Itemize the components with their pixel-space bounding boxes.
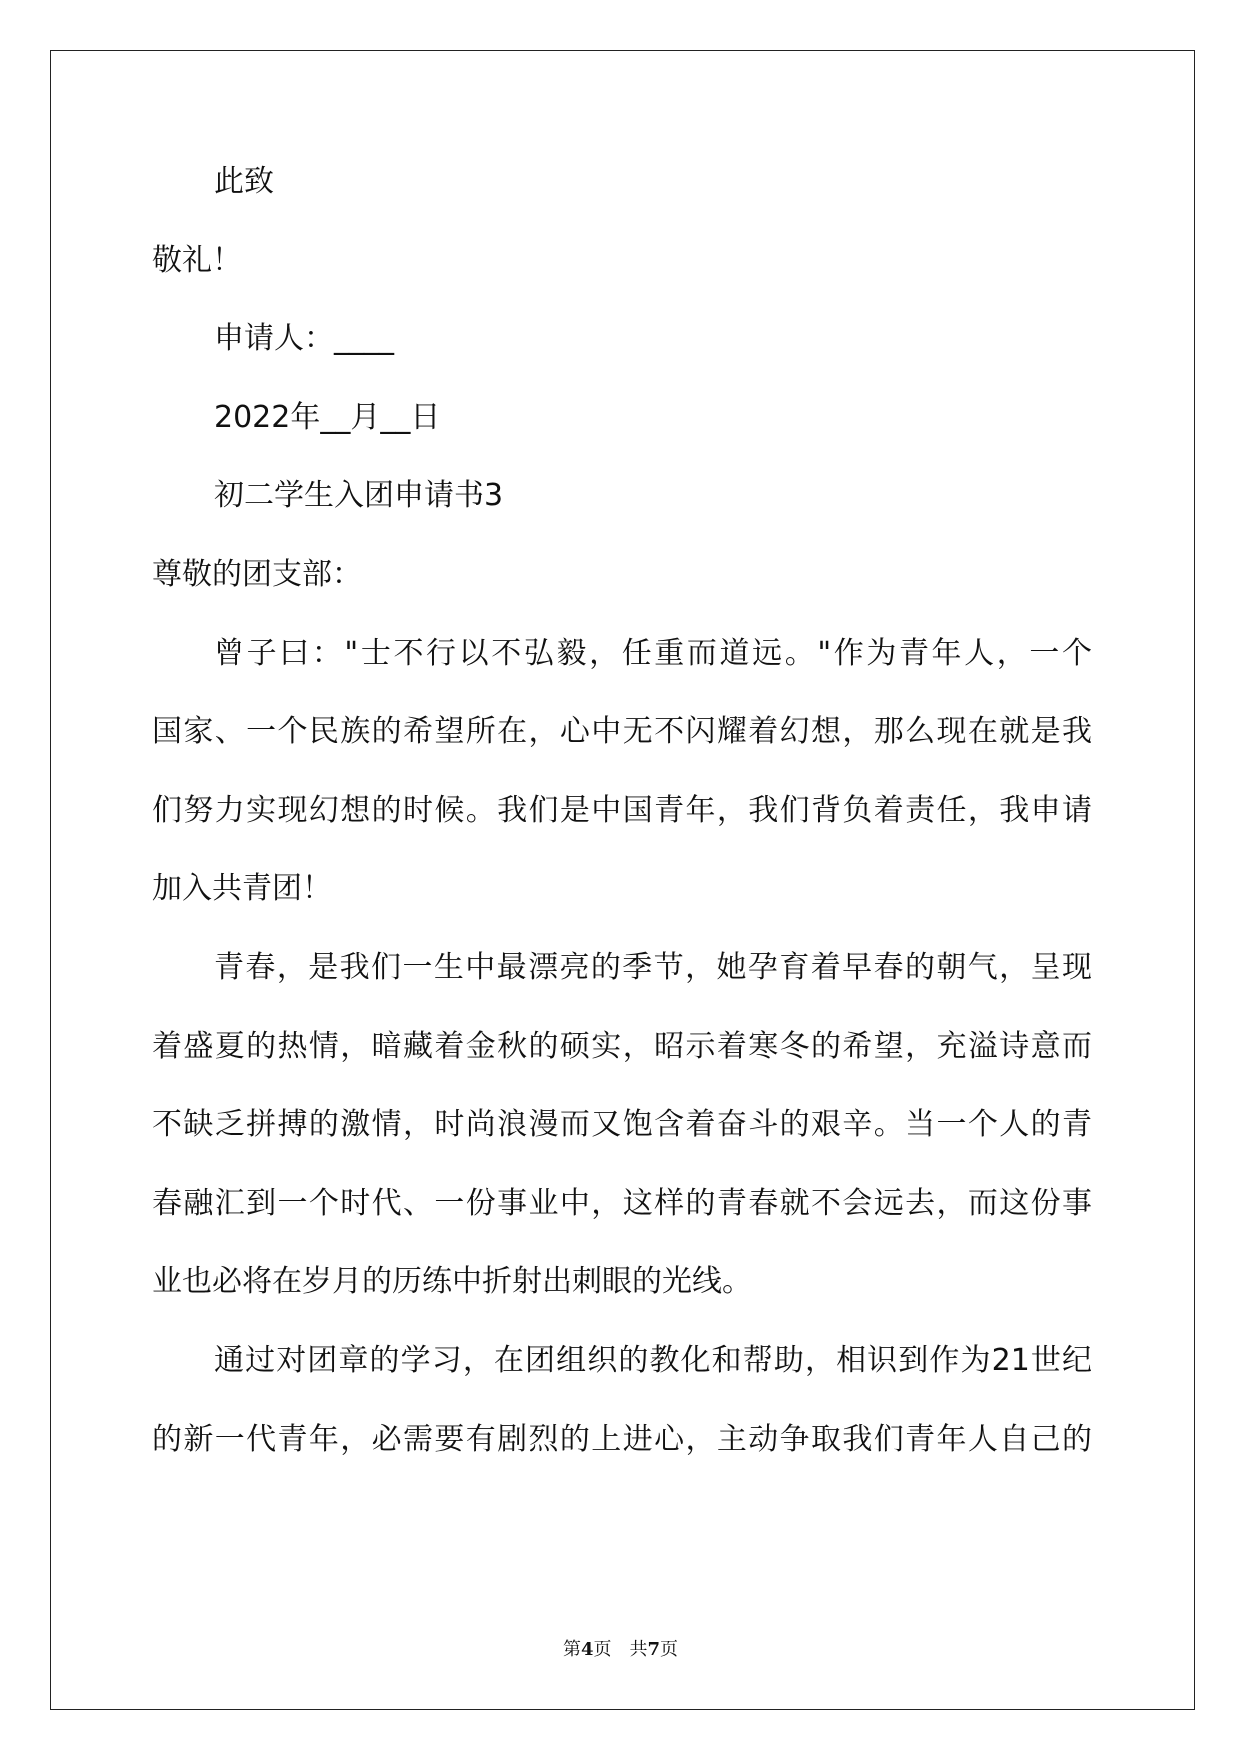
paragraph-line: 着盛夏的热情，暗藏着金秋的硕实，昭示着寒冬的希望，充溢诗意而 (152, 1028, 1092, 1064)
paragraph-line: 们努力实现幻想的时候。我们是中国青年，我们背负着责任，我申请 (152, 792, 1092, 828)
section-title: 初二学生入团申请书3 (214, 478, 504, 514)
page-footer (0, 1638, 1241, 1662)
current-page-number: 4 (580, 1639, 594, 1660)
paragraph-line: 通过对团章的学习，在团组织的教化和帮助，相识到作为21世纪 (214, 1342, 1092, 1378)
paragraph-line: 不缺乏拼搏的激情，时尚浪漫而又饱含着奋斗的艰辛。当一个人的青 (152, 1107, 1092, 1143)
footer-middle: 页 共 (593, 1639, 648, 1660)
greeting: 尊敬的团支部： (152, 556, 362, 592)
document-body (152, 160, 1092, 1496)
paragraph-line: 的新一代青年，必需要有剧烈的上进心，主动争取我们青年人自己的 (152, 1421, 1092, 1457)
footer-suffix: 页 (660, 1639, 679, 1660)
applicant-line: 申请人：____ (214, 321, 394, 357)
paragraph-line: 春融汇到一个时代、一份事业中，这样的青春就不会远去，而这份事 (152, 1185, 1092, 1221)
paragraph-line: 青春，是我们一生中最漂亮的季节，她孕育着早春的朝气，呈现 (214, 949, 1092, 985)
footer-prefix: 第 (562, 1639, 581, 1660)
date-line: 2022年__月__日 (214, 399, 441, 435)
paragraph-line: 加入共青团！ (152, 871, 332, 907)
paragraph-line: 业也必将在岁月的历练中折射出刺眼的光线。 (152, 1264, 752, 1300)
total-page-number: 7 (647, 1639, 661, 1660)
paragraph-line: 国家、一个民族的希望所在，心中无不闪耀着幻想，那么现在就是我 (152, 714, 1092, 750)
paragraph-line: 曾子曰："士不行以不弘毅，任重而道远。"作为青年人，一个 (214, 635, 1092, 671)
closing-salutation: 此致 (214, 164, 274, 199)
closing-regards: 敬礼！ (152, 242, 242, 278)
